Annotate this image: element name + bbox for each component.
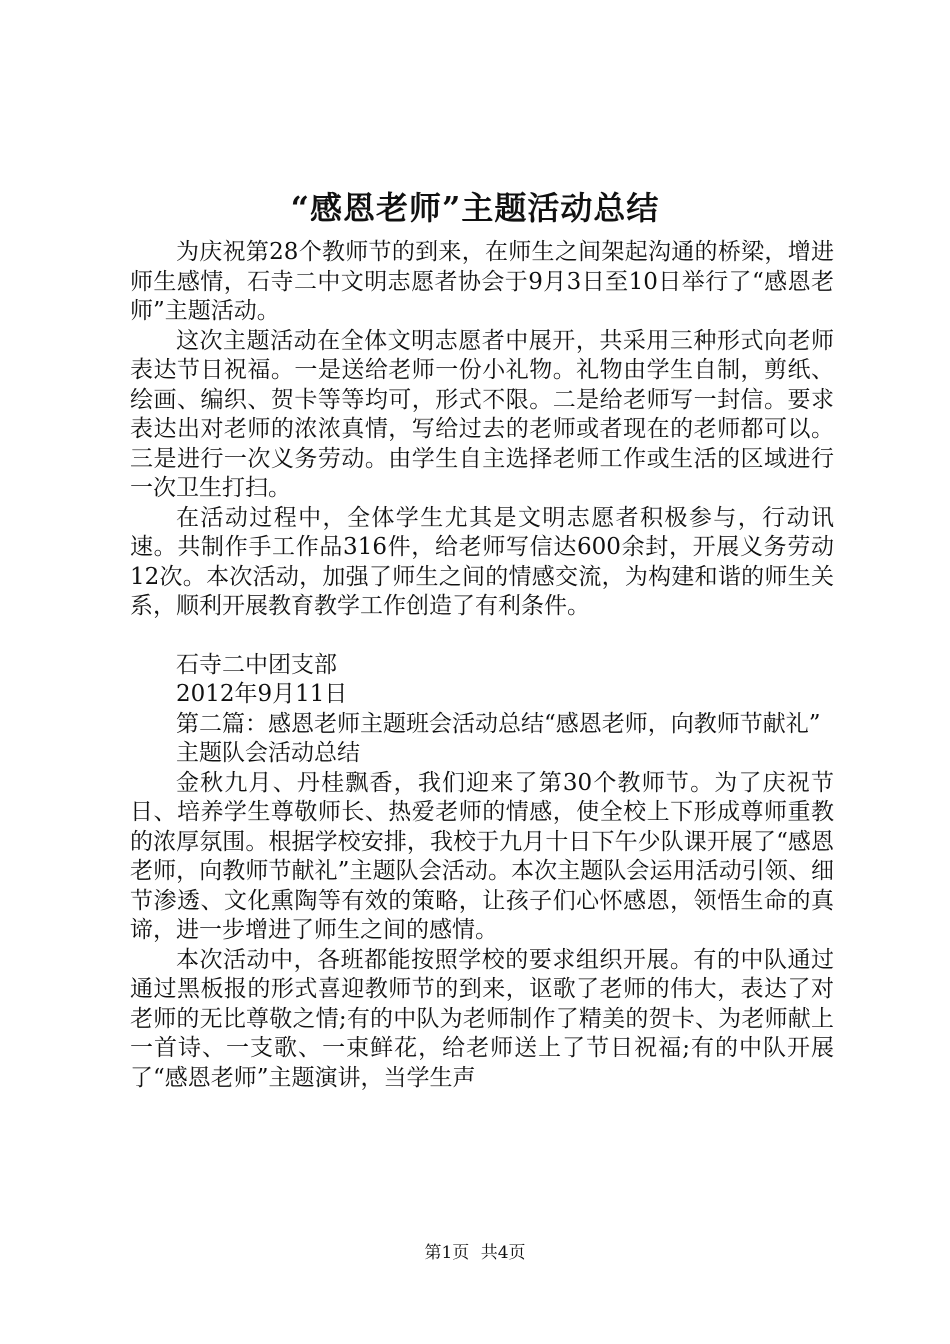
document-title: “感恩老师”主题活动总结 [290,189,660,227]
page-footer [0,1241,950,1265]
second-subheading: 主题队会活动总结 [176,740,360,766]
page-total: 共4页 [480,1243,526,1263]
document-body [130,238,834,1093]
paragraph: 这次主题活动在全体文明志愿者中展开，共采用三种形式向老师表达节日祝福。一是送给老师一份小礼物。礼物由学生自制，剪纸、绘画、编织、贺卡等等均可，形式不限。二是给老师写一封信。要求表达出对老师的浓浓真情，写给过去的老师或者现在的老师都可以。三是进行一次义务劳动。由学生自主选择老师工作或生活的区域进行一次卫生打扫。 [130,327,834,501]
date: 2012年9月11日 [176,681,348,707]
page-number: 第1页 [424,1243,470,1263]
signature: 石寺二中团支部 [176,651,337,678]
second-heading: 第二篇：感恩老师主题班会活动总结“感恩老师，向教师节献礼” [176,710,821,737]
paragraph: 本次活动中，各班都能按照学校的要求组织开展。有的中队通过通过黑板报的形式喜迎教师节的到来，讴歌了老师的伟大，表达了对老师的无比尊敬之情;有的中队为老师制作了精美的贺卡、为老师献上一首诗、一支歌、一束鲜花，给老师送上了节日祝福;有的中队开展了“感恩老师”主题演讲，当学生声 [130,946,834,1091]
paragraph: 金秋九月、丹桂飘香，我们迎来了第30个教师节。为了庆祝节日、培养学生尊敬师长、热爱老师的情感，使全校上下形成尊师重教的浓厚氛围。根据学校安排，我校于九月十日下午少队课开展了“感恩老师，向教师节献礼”主题队会活动。本次主题队会运用活动引领、细节渗透、文化熏陶等有效的策略，让孩子们心怀感恩，领悟生命的真谛，进一步增进了师生之间的感情。 [130,769,834,943]
paragraph: 为庆祝第28个教师节的到来，在师生之间架起沟通的桥梁，增进师生感情，石寺二中文明志愿者协会于9月3日至10日举行了“感恩老师”主题活动。 [130,239,834,324]
paragraph: 在活动过程中，全体学生尤其是文明志愿者积极参与，行动讯速。共制作手工作品316件，给老师写信达600余封，开展义务劳动12次。本次活动，加强了师生之间的情感交流，为构建和谐的师生关系，顺利开展教育教学工作创造了有利条件。 [130,504,834,619]
